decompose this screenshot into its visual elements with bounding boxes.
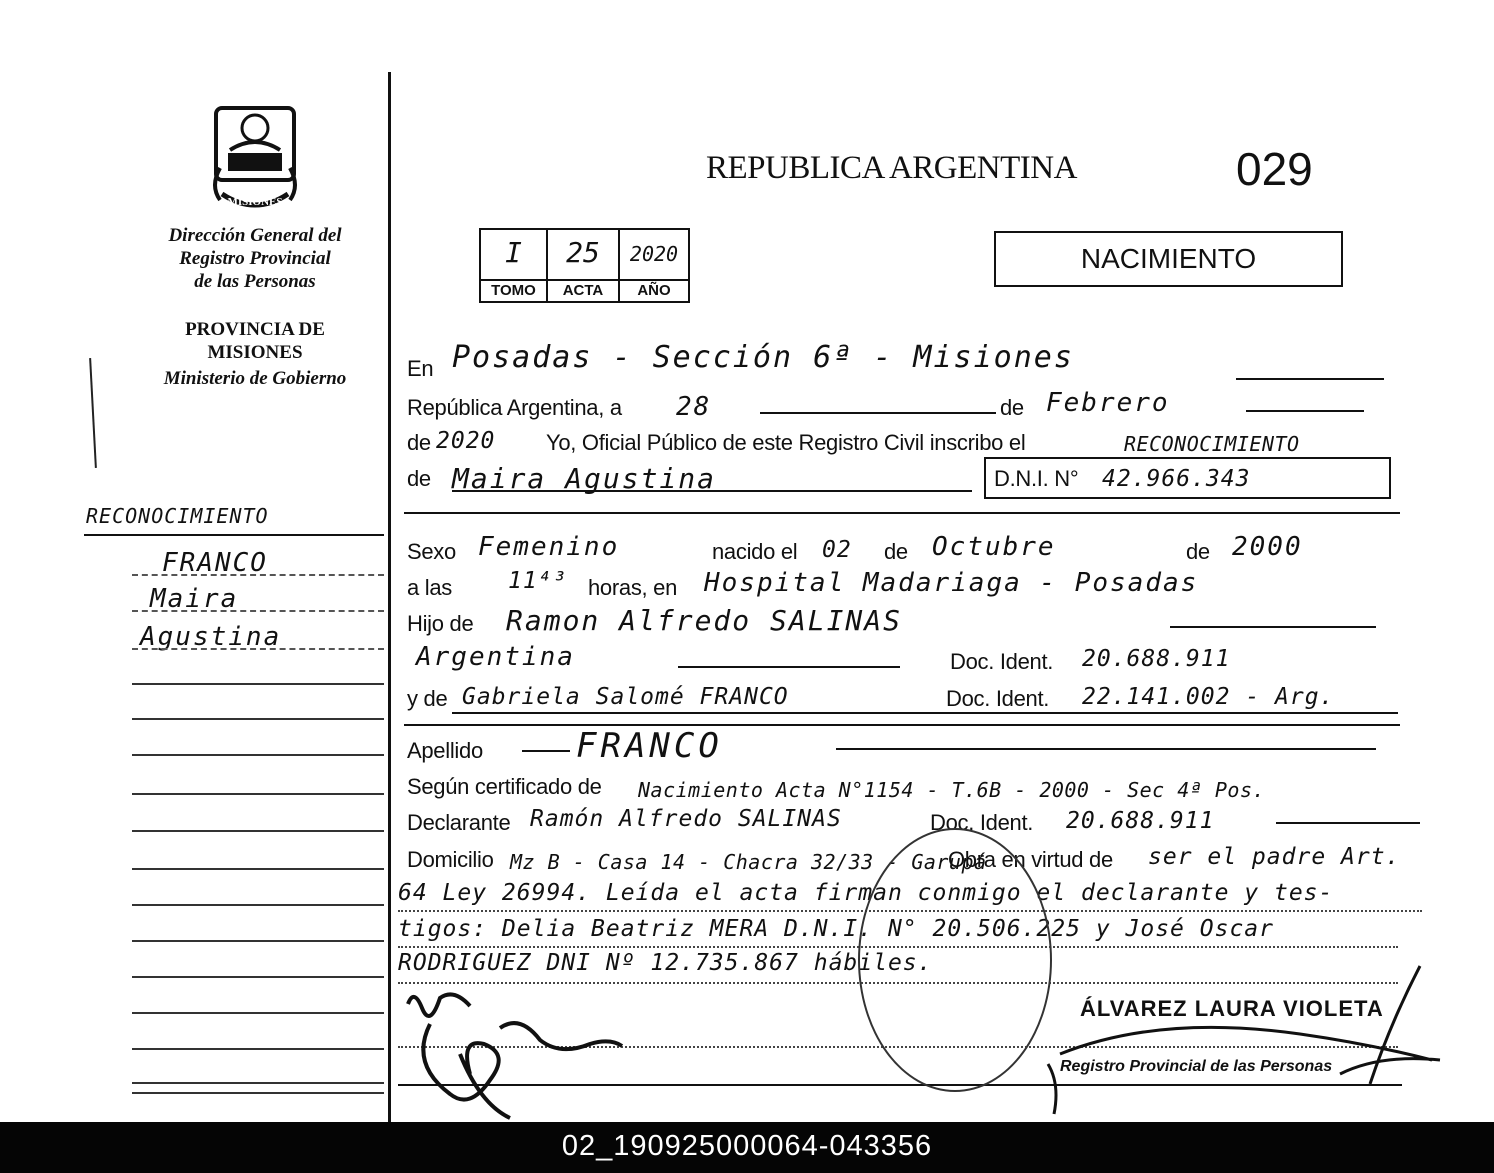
tomo-label: TOMO [481, 279, 546, 301]
anio-value: 2020 [629, 242, 679, 266]
domicilio-value: Mz B - Casa 14 - Chacra 32/33 - Garupá [510, 850, 987, 874]
folio-number: 029 [1236, 143, 1313, 195]
province-name [120, 318, 390, 364]
nacido-label: nacido el [712, 539, 798, 564]
apellido-value: FRANCO [576, 726, 723, 766]
father-nationality: Argentina [416, 642, 575, 672]
dni-number: 42.966.343 [1102, 466, 1251, 492]
margin-line [132, 904, 384, 906]
fill-line [678, 666, 900, 668]
fill-line [522, 750, 570, 752]
anio-cell [620, 230, 688, 301]
margin-second-name: Agustina [140, 622, 282, 652]
margin-line [132, 1092, 384, 1094]
margin-line [132, 830, 384, 832]
en-label: En [407, 356, 434, 381]
obra-label: Obra en virtud de [948, 847, 1113, 872]
fill-line [452, 712, 1398, 714]
father-doc-number: 20.688.911 [1082, 646, 1231, 672]
fill-line [1170, 626, 1376, 628]
horas-label: horas, en [588, 575, 678, 600]
person-of-label: de [407, 466, 431, 491]
margin-line [132, 976, 384, 978]
person-name: Maira Agustina [452, 462, 717, 495]
registration-month: Febrero [1046, 388, 1170, 418]
document-type-box: NACIMIENTO [994, 231, 1343, 287]
margin-surname: FRANCO [162, 548, 268, 578]
margin-line [132, 610, 384, 612]
inscribo-label: Yo, Oficial Público de este Registro Civil inscribo el [546, 430, 1026, 455]
margin-line [132, 754, 384, 756]
birth-month: Octubre [932, 532, 1056, 562]
margin-line [132, 868, 384, 870]
birth-year: 2000 [1232, 532, 1303, 562]
official-name: ÁLVAREZ LAURA VIOLETA [1080, 996, 1384, 1021]
margin-line [132, 648, 384, 650]
declarante-label: Declarante [407, 810, 511, 835]
fill-line [1246, 410, 1364, 412]
dni-label: D.N.I. N° [994, 466, 1079, 491]
section-separator [404, 724, 1400, 726]
registration-year: 2020 [436, 428, 496, 454]
acta-cell [548, 230, 620, 301]
mother-doc-label: Doc. Ident. [946, 686, 1050, 711]
margin-line [132, 940, 384, 942]
birth-time: 11⁴³ [508, 568, 568, 594]
act-kind: RECONOCIMIENTO [1124, 432, 1300, 456]
republica-label: República Argentina, a [407, 395, 622, 420]
mother-name: Gabriela Salomé FRANCO [462, 684, 789, 710]
birth-month-of-label: de [884, 539, 908, 564]
seal-text: MISIONES [227, 196, 283, 208]
sexo-value: Femenino [478, 532, 620, 562]
margin-line [132, 574, 384, 576]
acta-value: 25 [566, 236, 600, 269]
month-of-label: de [1000, 395, 1024, 420]
certificado-value: Nacimiento Acta N°1154 - T.6B - 2000 - Sec 4ª Pos. [638, 778, 1266, 802]
fill-line [452, 490, 972, 492]
registry-box [479, 228, 690, 303]
observation-line-1: 64 Ley 26994. Leída el acta firman conmigo el declarante y tes- [398, 880, 1334, 906]
margin-first-name: Maira [150, 584, 239, 614]
hijo-label: Hijo de [407, 611, 474, 636]
margin-line [132, 718, 384, 720]
certificado-label: Según certificado de [407, 774, 602, 799]
province-line-1: PROVINCIA DE [185, 319, 325, 340]
margin-line [132, 1012, 384, 1014]
country-heading: REPUBLICA ARGENTINA [706, 150, 1077, 186]
margin-line [132, 1048, 384, 1050]
section-separator [404, 512, 1400, 514]
agency-line-2: Registro Provincial [179, 248, 331, 269]
registration-day: 28 [676, 392, 712, 422]
declarante-doc-label: Doc. Ident. [930, 810, 1034, 835]
declarant-signature [400, 984, 630, 1120]
sexo-label: Sexo [407, 539, 456, 564]
birth-year-of-label: de [1186, 539, 1210, 564]
officer-signature [1040, 964, 1450, 1122]
mother-doc-number: 22.141.002 - Arg. [1082, 684, 1335, 710]
father-doc-label: Doc. Ident. [950, 649, 1054, 674]
tomo-value: I [505, 236, 522, 269]
fill-line [1276, 822, 1420, 824]
misiones-coat-of-arms-seal [200, 98, 310, 216]
registration-place: Posadas - Sección 6ª - Misiones [452, 340, 1074, 375]
obra-value: ser el padre Art. [1148, 844, 1401, 870]
declarante-doc-number: 20.688.911 [1066, 808, 1215, 834]
year-of-label: de [407, 430, 431, 455]
birth-place: Hospital Madariaga - Posadas [704, 568, 1199, 598]
domicilio-label: Domicilio [407, 847, 494, 872]
birth-day: 02 [822, 537, 852, 563]
observation-line-3: RODRIGUEZ DNI Nº 12.735.867 hábiles. [398, 950, 933, 976]
margin-pen-stroke [89, 358, 97, 468]
margin-line [132, 793, 384, 795]
agency-name [120, 224, 390, 293]
father-name: Ramon Alfredo SALINAS [506, 604, 903, 637]
fill-line [836, 748, 1376, 750]
alas-label: a las [407, 575, 452, 600]
margin-note-reconocimiento: RECONOCIMIENTO [86, 504, 269, 528]
official-round-stamp [858, 828, 1052, 1092]
margin-line [132, 1082, 384, 1084]
tomo-cell [481, 230, 548, 301]
official-agency: Registro Provincial de las Personas [1060, 1058, 1333, 1075]
declarante-name: Ramón Alfredo SALINAS [530, 806, 842, 832]
ydе-label: y de [407, 686, 448, 711]
margin-note-underline [84, 534, 384, 536]
scan-document-id: 02_190925000064-043356 [561, 1130, 933, 1162]
fill-line [1236, 378, 1384, 380]
agency-line-1: Dirección General del [168, 225, 342, 246]
fill-line [760, 412, 996, 414]
province-line-2: MISIONES [207, 342, 303, 363]
margin-line [132, 683, 384, 685]
apellido-label: Apellido [407, 738, 483, 763]
observation-line-2: tigos: Delia Beatriz MERA D.N.I. N° 20.506.225 y José Oscar [398, 916, 1274, 942]
agency-line-3: de las Personas [194, 271, 316, 292]
anio-label: AÑO [620, 279, 688, 301]
acta-label: ACTA [548, 279, 618, 301]
ministry-name: Ministerio de Gobierno [163, 368, 347, 389]
scan-footer-bar [0, 1122, 1494, 1173]
